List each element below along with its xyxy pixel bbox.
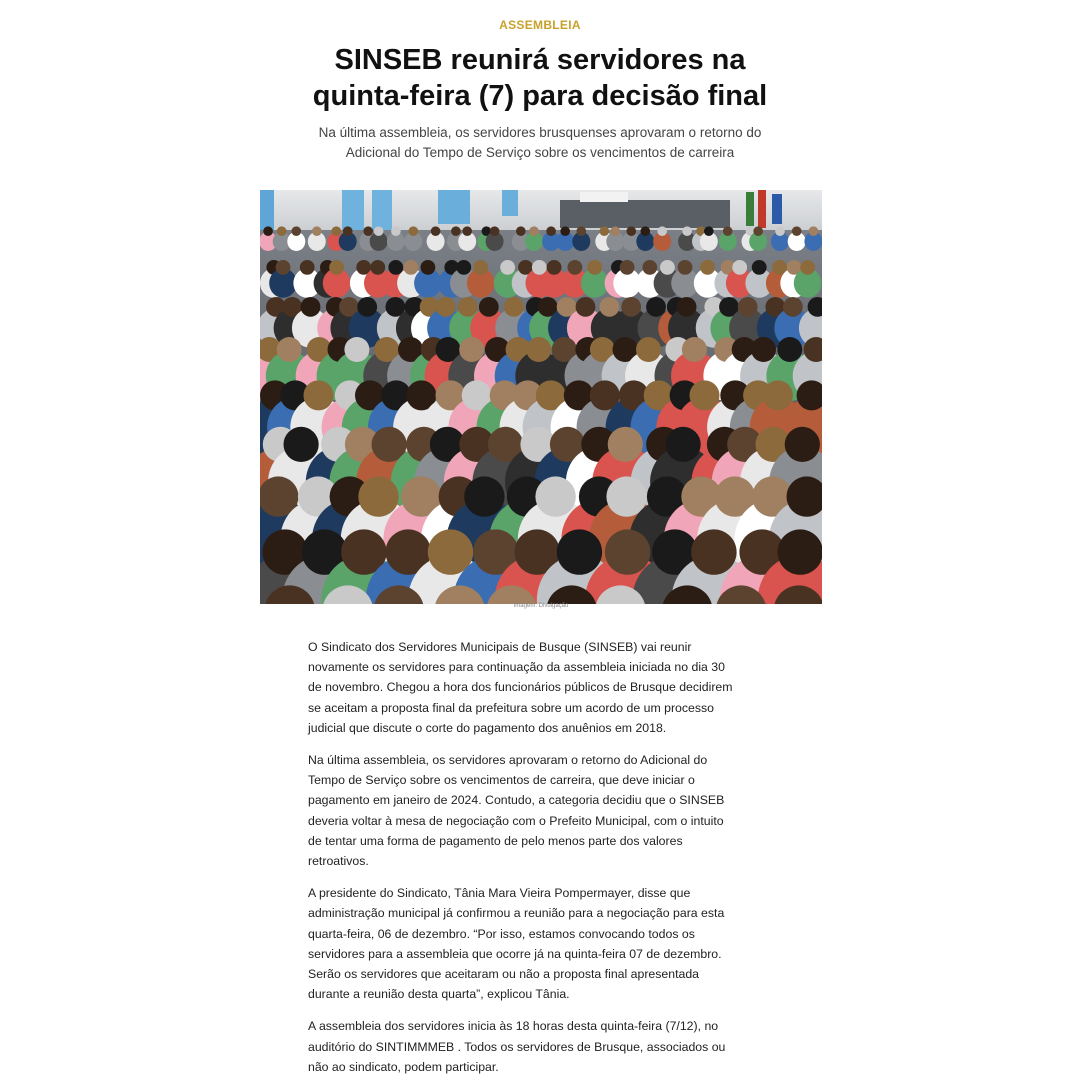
article-title: SINSEB reunirá servidores na quinta-feira (7) para decisão final bbox=[312, 44, 768, 112]
article-paragraph: O Sindicato dos Servidores Municipais de Busque (SINSEB) vai reunir novamente os servidores para continuação da assembleia iniciada no dia 30 de novembro. Chegou a hora dos funcionários públicos de Brusque decidirem se aceitam a proposta final da prefeitura sobre um acordo de um processo judicial que discute o corte do pagamento dos anuênios em 2018. bbox=[308, 640, 733, 735]
photo-caption: Imagem: Divulgação bbox=[513, 603, 569, 609]
article-body bbox=[308, 637, 740, 1089]
article-subtitle: Na última assembleia, os servidores brusquenses aprovaram o retorno do Adicional do Tempo de Serviço sobre os vencimentos de carreira bbox=[318, 125, 762, 160]
assembly-crowd-photo bbox=[260, 190, 822, 604]
category-label[interactable]: ASSEMBLEIA bbox=[499, 18, 581, 32]
article-paragraph: Na última assembleia, os servidores aprovaram o retorno do Adicional do Tempo de Serviço sobre os vencimentos de carreira, que deve iniciar o pagamento em janeiro de 2024. Contudo, a categoria decidiu que o SINSEB deveria voltar à mesa de negociação com o Prefeito Municipal, com o intuito de tentar uma forma de pagamento de pelo menos parte dos valores retroativos. bbox=[308, 753, 725, 869]
article-paragraph: A presidente do Sindicato, Tânia Mara Vieira Pompermayer, disse que administração municipal já confirmou a reunião para a negociação para esta quarta-feira, 06 de dezembro. “Por isso, estamos convocando todos os servidores para a assembleia que ocorre já na quinta-feira 07 de dezembro. Serão os servidores que aceitaram ou não a proposta final apresentada durante a reunião desta quarta”, explicou Tânia. bbox=[308, 886, 725, 1002]
article-photo bbox=[260, 190, 822, 604]
article-paragraph: A assembleia dos servidores inicia às 18 horas desta quinta-feira (7/12), no auditório do SINTIMMMEB . Todos os servidores de Brusque, associados ou não ao sindicato, podem participar. bbox=[308, 1019, 726, 1074]
